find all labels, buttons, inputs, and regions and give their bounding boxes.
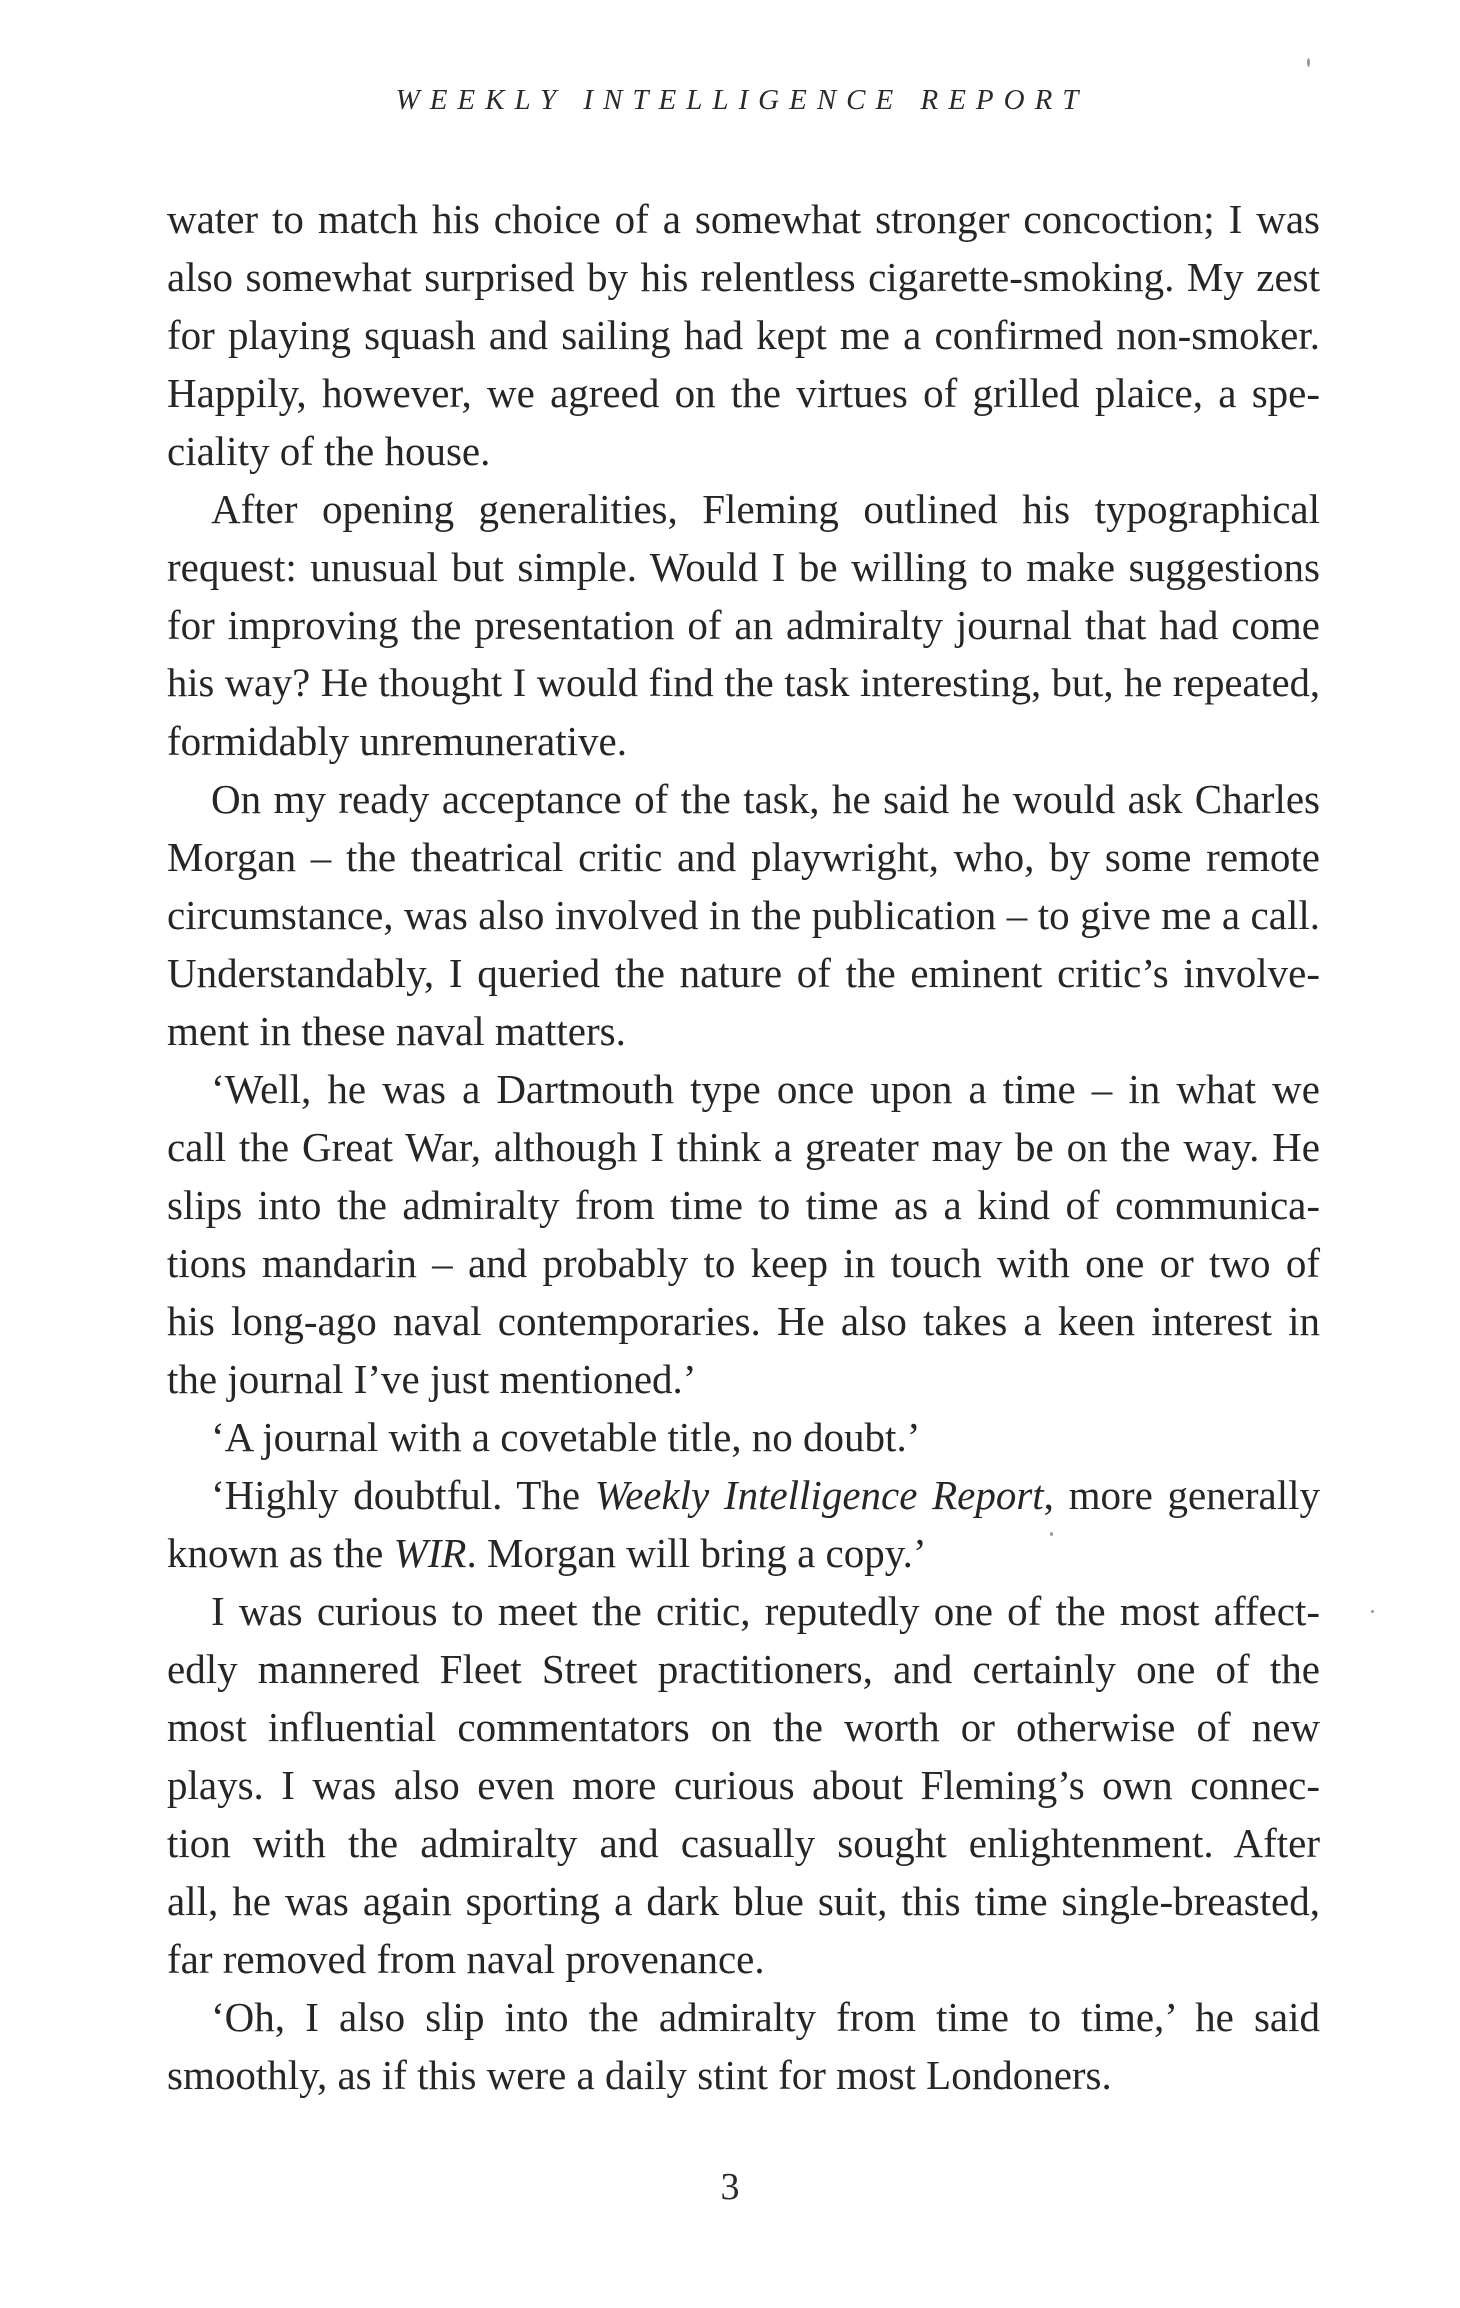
text-line: circumstance, was also involved in the publication – to give me a call. — [167, 892, 1320, 938]
text-line: formidably unremunerative. — [167, 718, 627, 764]
text-line: ‘Well, he was a Dartmouth type once upon a time – in what we — [211, 1066, 1320, 1112]
text-line: edly mannered Fleet Street practitioners, and certainly one of the — [167, 1646, 1320, 1692]
paper-speck — [1307, 58, 1310, 67]
text-line: I was curious to meet the critic, reputedly one of the most affect- — [211, 1588, 1320, 1634]
text-line: On my ready acceptance of the task, he said he would ask Charles — [211, 776, 1320, 822]
text-line: water to match his choice of a somewhat stronger concoction; I was — [167, 196, 1320, 242]
italic-title: Weekly Intelligence Report — [594, 1472, 1044, 1518]
text-line: ment in these naval matters. — [167, 1008, 626, 1054]
text-line: the journal I’ve just mentioned.’ — [167, 1356, 697, 1402]
text-line: smoothly, as if this were a daily stint for most Londoners. — [167, 2052, 1112, 2098]
text-line: ciality of the house. — [167, 428, 491, 474]
text-line: plays. I was also even more curious about Fleming’s own connec- — [167, 1762, 1320, 1808]
text-line: Happily, however, we agreed on the virtues of grilled plaice, a spe- — [167, 370, 1320, 416]
body-text — [167, 190, 1320, 2104]
text-segment: ‘Highly doubtful. The — [211, 1472, 595, 1518]
text-line: slips into the admiralty from time to time as a kind of communica- — [167, 1182, 1320, 1228]
text-line: his way? He thought I would find the task interesting, but, he repeated, — [167, 660, 1320, 705]
text-line: Morgan – the theatrical critic and playwright, who, by some remote — [167, 834, 1320, 880]
text-line: ‘Oh, I also slip into the admiralty from time to time,’ he said — [211, 1994, 1320, 2040]
italic-abbreviation: WIR — [393, 1530, 467, 1576]
running-head: WEEKLY INTELLIGENCE REPORT — [395, 84, 1089, 116]
text-line: also somewhat surprised by his relentless cigarette-smoking. My zest — [167, 254, 1320, 300]
text-line: for improving the presentation of an admiralty journal that had come — [167, 602, 1320, 648]
paper-speck — [1371, 1610, 1374, 1613]
paper-speck — [1050, 1532, 1053, 1536]
text-line: most influential commentators on the worth or otherwise of new — [167, 1704, 1320, 1750]
text-line: call the Great War, although I think a greater may be on the way. He — [167, 1124, 1320, 1170]
text-line: all, he was again sporting a dark blue suit, this time single-breasted, — [167, 1878, 1320, 1924]
text-line: After opening generalities, Fleming outlined his typographical — [211, 486, 1320, 532]
text-segment: , more generally — [1043, 1472, 1320, 1518]
text-line — [167, 1524, 1320, 1582]
text-line: tions mandarin – and probably to keep in touch with one or two of — [167, 1240, 1320, 1286]
text-line: his long-ago naval contemporaries. He also takes a keen interest in — [167, 1298, 1320, 1344]
text-line: Understandably, I queried the nature of the eminent critic’s involve- — [167, 950, 1320, 996]
text-segment: . Morgan will bring a copy.’ — [466, 1530, 927, 1576]
text-line: ‘A journal with a covetable title, no doubt.’ — [211, 1414, 921, 1460]
text-line: tion with the admiralty and casually sought enlightenment. After — [167, 1820, 1320, 1866]
text-line: far removed from naval provenance. — [167, 1936, 765, 1982]
text-line — [167, 1466, 1320, 1524]
page-number: 3 — [720, 2166, 740, 2208]
text-line: for playing squash and sailing had kept me a confirmed non-smoker. — [167, 312, 1320, 358]
text-line: request: unusual but simple. Would I be willing to make suggestions — [167, 544, 1320, 590]
text-segment: known as the — [167, 1530, 394, 1576]
